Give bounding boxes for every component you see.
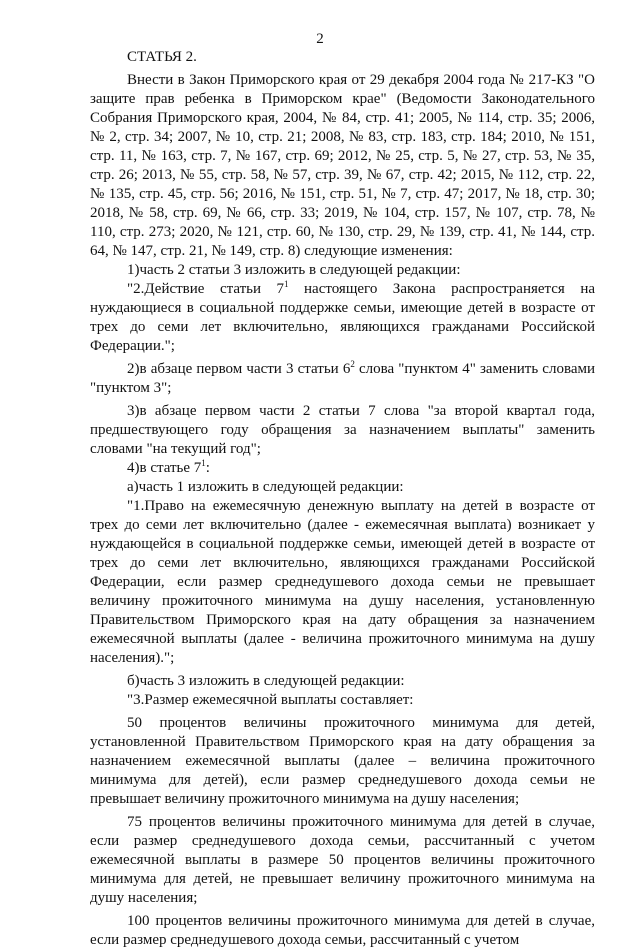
amendment-item-1-text: [90, 280, 595, 356]
amendment-item-4b-heading: "3.Размер ежемесячной выплаты составляет:: [127, 692, 414, 708]
payment-50-percent: 50 процентов величины прожиточного минимума для детей, установленной Правительством Приморского края на дату обращения за назначением ежемесячной выплаты (далее – величина прожиточного минимума для детей), если размер среднедушевого дохода семьи не превышает величину прожиточного минимума на душу населения;: [90, 715, 595, 807]
payment-75-percent: 75 процентов величины прожиточного минимума для детей в случае, если размер среднедушевого дохода семьи, рассчитанный с учетом ежемесячной выплаты в размере 50 процентов величины прожиточного минимума для детей, не превышает величину прожиточного минимума на душу населения;: [90, 814, 595, 906]
amendment-item-3: 3)в абзаце первом части 2 статьи 7 слова "за второй квартал года, предшествующего году обращения за назначением выплаты" заменить словами "на текущий год";: [90, 403, 595, 457]
amendment-item-4a-text: "1.Право на ежемесячную денежную выплату на детей в возрасте от трех до семи лет включительно (далее - ежемесячная выплата) возникает у нуждающейся в социальной поддержке семьи, имеющей детей в возрасте от трех до семи лет включительно, являющихся гражданами Российской Федерации, если размер среднедушевого дохода семьи не превышает величину прожиточного минимума на душу населения, установленную Правительством Приморского края на дату обращения за назначением ежемесячной выплаты (далее - величина прожиточного минимума на душу населения).";: [90, 498, 595, 666]
item-2-superscript: 2: [350, 359, 355, 369]
item-1-text-end: настоящего Закона распространяется на нуждающиеся в социальной поддержке семьи, имеющие детей в возрасте от трех до семи лет включительно, являющихся гражданами Российской Федерации.";: [90, 281, 595, 354]
item-4-text-start: 4)в статье 7: [127, 460, 202, 476]
amendment-item-1: 1)часть 2 статьи 3 изложить в следующей редакции:: [127, 262, 461, 278]
intro-paragraph: Внести в Закон Приморского края от 29 декабря 2004 года № 217-КЗ "О защите прав ребенка в Приморском крае" (Ведомости Законодательного Собрания Приморского края, 2004, № 84, стр. 41; 2005, № 114, стр. 35; 2006, № 2, стр. 34; 2007, № 10, стр. 21; 2008, № 83, стр. 183, стр. 184; 2010, № 151, стр. 11, № 163, стр. 7, № 167, стр. 69; 2012, № 25, стр. 5, № 27, стр. 53, № 35, стр. 26; 2013, № 55, стр. 58, № 57, стр. 39, № 67, стр. 42; 2015, № 112, стр. 22, № 135, стр. 45, стр. 56; 2016, № 151, стр. 51, № 7, стр. 47; 2017, № 18, стр. 30; 2018, № 58, стр. 69, № 66, стр. 33; 2019, № 104, стр. 157, № 107, стр. 78, № 110, стр. 273; 2020, № 121, стр. 60, № 130, стр. 29, № 139, стр. 41, № 144, стр. 64, № 147, стр. 21, № 149, стр. 8) следующие изменения:: [90, 72, 595, 259]
item-4-text-end: :: [205, 460, 210, 476]
item-2-text-end: слова "пунктом 4" заменить словами "пунктом 3";: [90, 361, 596, 396]
item-2-text-start: 2)в абзаце первом части 3 статьи 6: [127, 361, 351, 377]
amendment-item-2: [90, 360, 595, 398]
amendment-item-4a: а)часть 1 изложить в следующей редакции:: [127, 479, 404, 495]
payment-100-percent: 100 процентов величины прожиточного минимума для детей в случае, если размер среднедушевого дохода семьи, рассчитанный с учетом: [90, 913, 595, 948]
item-1-text-start: "2.Действие статьи 7: [127, 281, 285, 297]
page-number: 2: [316, 31, 324, 47]
item-4-superscript: 1: [201, 458, 206, 468]
article-title: СТАТЬЯ 2.: [127, 49, 197, 65]
document-body: [90, 48, 595, 950]
amendment-item-4b: б)часть 3 изложить в следующей редакции:: [127, 673, 405, 689]
amendment-item-4: [90, 459, 595, 478]
item-1-superscript: 1: [284, 279, 289, 289]
